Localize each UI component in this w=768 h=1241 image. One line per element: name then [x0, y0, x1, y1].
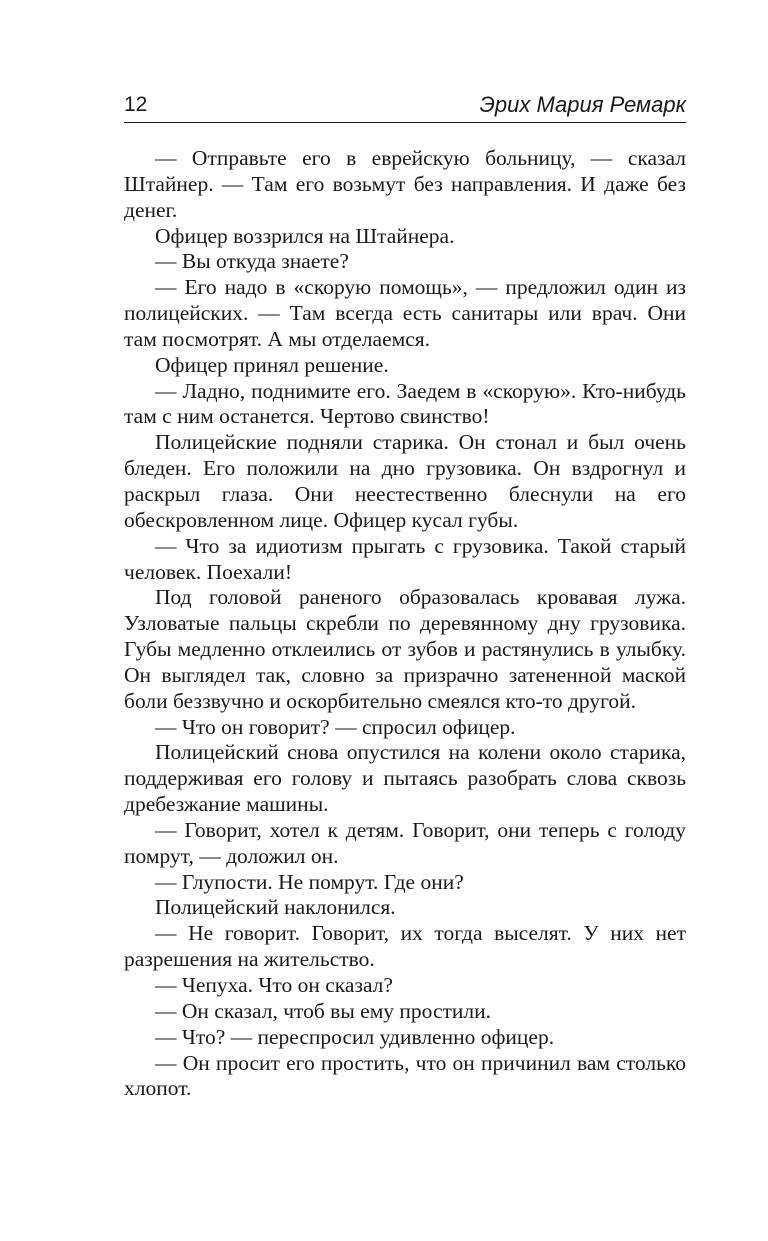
paragraph: Под головой раненого образовалась кровавая лужа. Узловатые пальцы скребли по деревянному дну грузовика. Губы медленно отклеились от зубов и растянулись в улыбку. Он выглядел так, словно за призрачно затененной маской боли беззвучно и оскорбительно смеялся кто-то другой. [124, 585, 686, 713]
paragraph: — Отправьте его в еврейскую больницу, — сказал Штайнер. — Там его возьмут без направления. И даже без денег. [124, 146, 686, 222]
paragraph: — Что он говорит? — спросил офицер. [155, 714, 516, 739]
body-text [124, 146, 686, 1102]
paragraph: Полицейский снова опустился на колени около старика, поддерживая его голову и пытаясь разобрать слова сквозь дребезжание машины. [124, 740, 686, 817]
paragraph: — Не говорит. Говорит, их тогда выселят. У них нет разрешения на жительство. [124, 921, 686, 972]
paragraph: — Его надо в «скорую помощь», — предложил один из полицейских. — Там всегда есть санитары или врач. Они там посмотрят. А мы отделаемся. [124, 275, 686, 351]
paragraph: — Что за идиотизм прыгать с грузовика. Такой старый человек. Поехали! [124, 533, 686, 584]
running-head: Эрих Мария Ремарк [479, 92, 686, 117]
paragraph: Полицейский наклонился. [155, 895, 396, 920]
paragraph: Офицер воззрился на Штайнера. [155, 223, 455, 248]
paragraph: — Чепуха. Что он сказал? [155, 973, 393, 997]
paragraph: — Вы откуда знаете? [155, 249, 349, 274]
paragraph: — Ладно, поднимите его. Заедем в «скорую». Кто-нибудь там с ним останется. Чертово свинство! [124, 378, 686, 429]
page-header [124, 92, 686, 123]
paragraph: — Что? — переспросил удивленно офицер. [155, 1024, 555, 1049]
paragraph: — Он просит его простить, что он причинил вам столько хлопот. [124, 1050, 686, 1101]
page-number: 12 [124, 93, 148, 116]
paragraph: Офицер принял решение. [155, 352, 389, 377]
paragraph: Полицейские подняли старика. Он стонал и был очень бледен. Его положили на дно грузовика. Он вздрогнул и раскрыл глаза. Они неестественно блеснули на его обескровленном лице. Офицер кусал губы. [124, 430, 686, 532]
paragraph: — Глупости. Не помрут. Где они? [155, 869, 464, 894]
paragraph: — Он сказал, чтоб вы ему простили. [155, 998, 492, 1023]
paragraph: — Говорит, хотел к детям. Говорит, они теперь с голоду помрут, — доложил он. [124, 817, 686, 868]
